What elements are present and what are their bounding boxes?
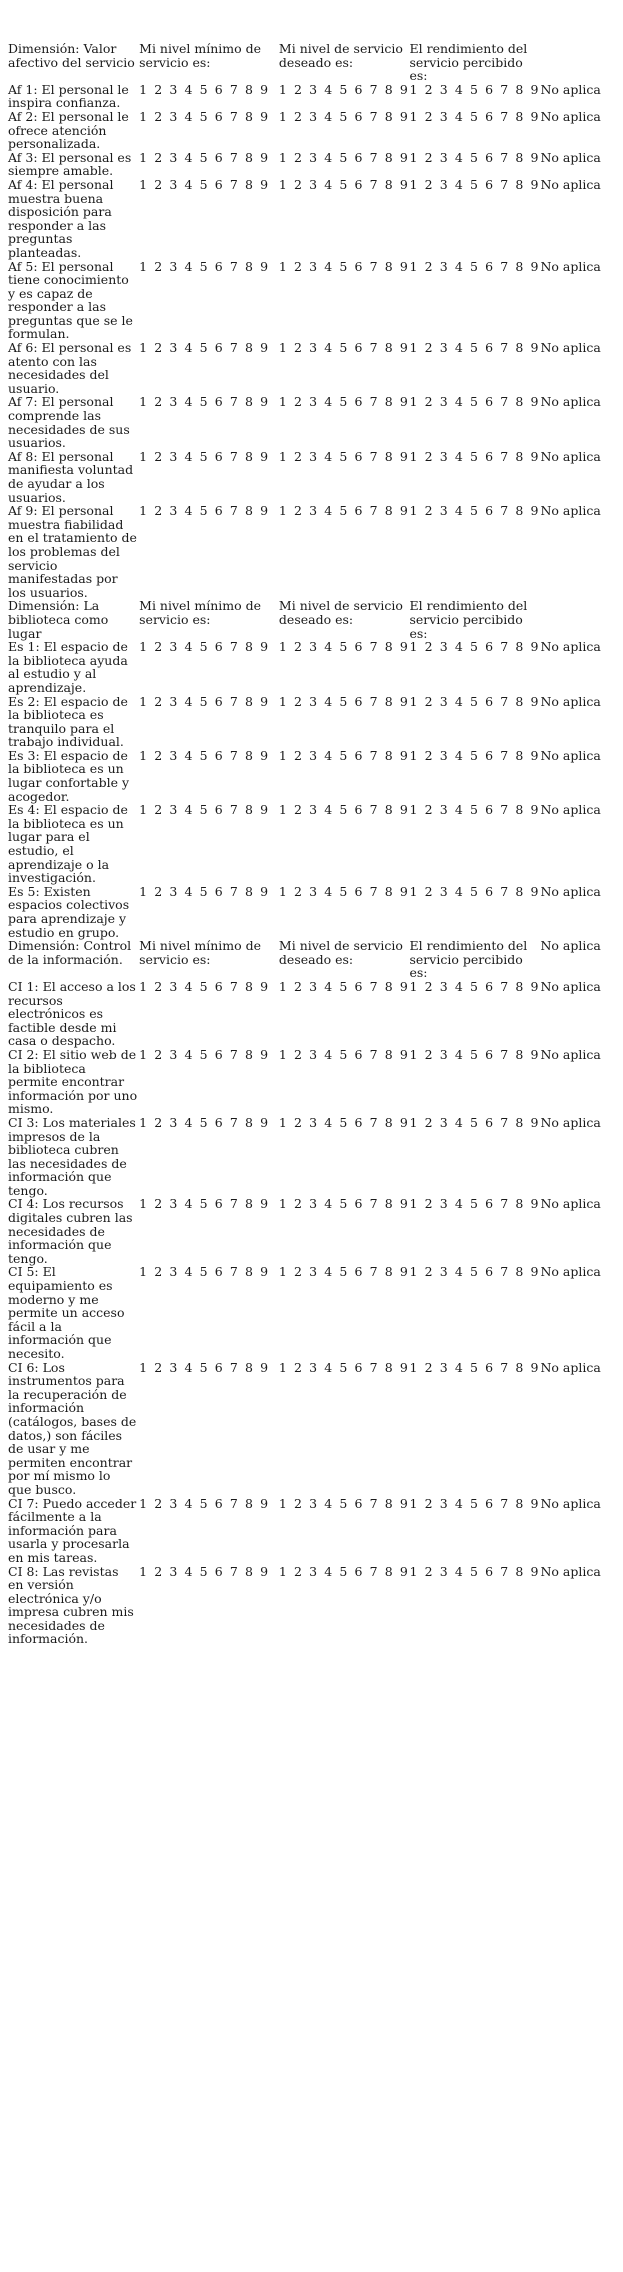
question-row xyxy=(8,151,623,178)
survey-table xyxy=(8,42,623,1646)
not-applicable-option[interactable]: No aplica xyxy=(540,639,601,655)
question-label: CI 6: Los instrumentos para la recuperación de información (catálogos, bases de datos,) son fáciles de usar y me permiten encontrar por mí mismo lo que busco. xyxy=(8,1359,137,1497)
perceived-rating-scale[interactable]: 1 2 3 4 5 6 7 8 9 xyxy=(409,1359,541,1375)
column-header-minimum: Mi nivel mínimo de servicio es: xyxy=(139,598,262,627)
question-row xyxy=(8,980,623,1048)
perceived-rating-scale[interactable]: 1 2 3 4 5 6 7 8 9 xyxy=(409,1196,541,1212)
not-applicable-option[interactable]: No aplica xyxy=(540,747,601,763)
minimum-rating-scale[interactable]: 1 2 3 4 5 6 7 8 9 xyxy=(139,81,270,97)
minimum-rating-scale[interactable]: 1 2 3 4 5 6 7 8 9 xyxy=(139,639,270,655)
desired-rating-scale[interactable]: 1 2 3 4 5 6 7 8 9 xyxy=(278,1495,410,1511)
perceived-rating-scale[interactable]: 1 2 3 4 5 6 7 8 9 xyxy=(409,340,541,356)
question-row xyxy=(8,83,623,110)
desired-rating-scale[interactable]: 1 2 3 4 5 6 7 8 9 xyxy=(278,1359,410,1375)
not-applicable-option[interactable]: No aplica xyxy=(540,1196,601,1212)
not-applicable-option[interactable]: No aplica xyxy=(540,802,601,818)
column-header-not-applicable xyxy=(540,42,623,83)
question-row xyxy=(8,178,623,260)
desired-rating-scale[interactable]: 1 2 3 4 5 6 7 8 9 xyxy=(278,1563,410,1579)
minimum-rating-scale[interactable]: 1 2 3 4 5 6 7 8 9 xyxy=(139,1264,270,1280)
column-header-perceived: El rendimiento del servicio percibido es: xyxy=(409,938,528,981)
desired-rating-scale[interactable]: 1 2 3 4 5 6 7 8 9 xyxy=(278,81,410,97)
desired-rating-scale[interactable]: 1 2 3 4 5 6 7 8 9 xyxy=(278,747,410,763)
survey-body xyxy=(8,42,623,1646)
desired-rating-scale[interactable]: 1 2 3 4 5 6 7 8 9 xyxy=(278,176,410,192)
not-applicable-option[interactable]: No aplica xyxy=(540,1563,601,1579)
question-label: Af 6: El personal es atento con las necesidades del usuario. xyxy=(8,340,132,396)
minimum-rating-scale[interactable]: 1 2 3 4 5 6 7 8 9 xyxy=(139,693,270,709)
desired-rating-scale[interactable]: 1 2 3 4 5 6 7 8 9 xyxy=(278,108,410,124)
not-applicable-option[interactable]: No aplica xyxy=(540,1264,601,1280)
question-label: Af 5: El personal tiene conocimiento y es capaz de responder a las preguntas que se le formulan. xyxy=(8,258,133,342)
question-label: Af 4: El personal muestra buena disposición para responder a las preguntas planteadas. xyxy=(8,176,114,260)
not-applicable-option[interactable]: No aplica xyxy=(540,503,601,519)
perceived-rating-scale[interactable]: 1 2 3 4 5 6 7 8 9 xyxy=(409,639,541,655)
minimum-rating-scale[interactable]: 1 2 3 4 5 6 7 8 9 xyxy=(139,883,270,899)
question-label: Es 1: El espacio de la biblioteca ayuda al estudio y al aprendizaje. xyxy=(8,639,128,695)
question-row xyxy=(8,1116,623,1198)
not-applicable-option[interactable]: No aplica xyxy=(540,693,601,709)
minimum-rating-scale[interactable]: 1 2 3 4 5 6 7 8 9 xyxy=(139,802,270,818)
minimum-rating-scale[interactable]: 1 2 3 4 5 6 7 8 9 xyxy=(139,340,270,356)
perceived-rating-scale[interactable]: 1 2 3 4 5 6 7 8 9 xyxy=(409,81,541,97)
perceived-rating-scale[interactable]: 1 2 3 4 5 6 7 8 9 xyxy=(409,1495,541,1511)
question-label: Es 4: El espacio de la biblioteca es un lugar para el estudio, el aprendizaje o la investigación. xyxy=(8,802,128,886)
minimum-rating-scale[interactable]: 1 2 3 4 5 6 7 8 9 xyxy=(139,149,270,165)
desired-rating-scale[interactable]: 1 2 3 4 5 6 7 8 9 xyxy=(278,693,410,709)
minimum-rating-scale[interactable]: 1 2 3 4 5 6 7 8 9 xyxy=(139,1359,270,1375)
desired-rating-scale[interactable]: 1 2 3 4 5 6 7 8 9 xyxy=(278,448,410,464)
question-row xyxy=(8,803,623,885)
perceived-rating-scale[interactable]: 1 2 3 4 5 6 7 8 9 xyxy=(409,1563,541,1579)
perceived-rating-scale[interactable]: 1 2 3 4 5 6 7 8 9 xyxy=(409,693,541,709)
question-row xyxy=(8,395,623,449)
column-header-minimum: Mi nivel mínimo de servicio es: xyxy=(139,41,262,70)
desired-rating-scale[interactable]: 1 2 3 4 5 6 7 8 9 xyxy=(278,258,410,274)
minimum-rating-scale[interactable]: 1 2 3 4 5 6 7 8 9 xyxy=(139,978,270,994)
minimum-rating-scale[interactable]: 1 2 3 4 5 6 7 8 9 xyxy=(139,448,270,464)
question-label: CI 3: Los materiales impresos de la biblioteca cubren las necesidades de información que tengo. xyxy=(8,1114,136,1198)
desired-rating-scale[interactable]: 1 2 3 4 5 6 7 8 9 xyxy=(278,978,410,994)
question-row xyxy=(8,1265,623,1360)
not-applicable-option[interactable]: No aplica xyxy=(540,883,601,899)
perceived-rating-scale[interactable]: 1 2 3 4 5 6 7 8 9 xyxy=(409,108,541,124)
desired-rating-scale[interactable]: 1 2 3 4 5 6 7 8 9 xyxy=(278,802,410,818)
perceived-rating-scale[interactable]: 1 2 3 4 5 6 7 8 9 xyxy=(409,258,541,274)
column-header-perceived: El rendimiento del servicio percibido es: xyxy=(409,41,528,84)
desired-rating-scale[interactable]: 1 2 3 4 5 6 7 8 9 xyxy=(278,503,410,519)
column-header-not-applicable: No aplica xyxy=(540,938,601,954)
not-applicable-option[interactable]: No aplica xyxy=(540,1046,601,1062)
question-row xyxy=(8,1361,623,1497)
perceived-rating-scale[interactable]: 1 2 3 4 5 6 7 8 9 xyxy=(409,883,541,899)
question-row xyxy=(8,1497,623,1565)
question-label: Af 1: El personal le inspira confianza. xyxy=(8,81,129,111)
minimum-rating-scale[interactable]: 1 2 3 4 5 6 7 8 9 xyxy=(139,108,270,124)
dimension-title: Dimensión: Valor afectivo del servicio xyxy=(8,41,135,70)
question-label: CI 4: Los recursos digitales cubren las necesidades de información que tengo. xyxy=(8,1196,133,1266)
desired-rating-scale[interactable]: 1 2 3 4 5 6 7 8 9 xyxy=(278,394,410,410)
minimum-rating-scale[interactable]: 1 2 3 4 5 6 7 8 9 xyxy=(139,1563,270,1579)
dimension-title: Dimensión: Control de la información. xyxy=(8,938,132,967)
question-row xyxy=(8,110,623,151)
perceived-rating-scale[interactable]: 1 2 3 4 5 6 7 8 9 xyxy=(409,1114,541,1130)
question-label: Es 2: El espacio de la biblioteca es tranquilo para el trabajo individual. xyxy=(8,693,128,750)
desired-rating-scale[interactable]: 1 2 3 4 5 6 7 8 9 xyxy=(278,1046,410,1062)
column-header-desired: Mi nivel de servicio deseado es: xyxy=(278,938,403,967)
perceived-rating-scale[interactable]: 1 2 3 4 5 6 7 8 9 xyxy=(409,1046,541,1062)
perceived-rating-scale[interactable]: 1 2 3 4 5 6 7 8 9 xyxy=(409,747,541,763)
minimum-rating-scale[interactable]: 1 2 3 4 5 6 7 8 9 xyxy=(139,394,270,410)
question-label: Af 8: El personal manifiesta voluntad de ayudar a los usuarios. xyxy=(8,448,134,505)
dimension-header-row xyxy=(8,599,623,640)
desired-rating-scale[interactable]: 1 2 3 4 5 6 7 8 9 xyxy=(278,1114,410,1130)
desired-rating-scale[interactable]: 1 2 3 4 5 6 7 8 9 xyxy=(278,1196,410,1212)
dimension-header-row xyxy=(8,42,623,83)
minimum-rating-scale[interactable]: 1 2 3 4 5 6 7 8 9 xyxy=(139,747,270,763)
perceived-rating-scale[interactable]: 1 2 3 4 5 6 7 8 9 xyxy=(409,503,541,519)
perceived-rating-scale[interactable]: 1 2 3 4 5 6 7 8 9 xyxy=(409,1264,541,1280)
not-applicable-option[interactable]: No aplica xyxy=(540,1114,601,1130)
not-applicable-option[interactable]: No aplica xyxy=(540,394,601,410)
dimension-title: Dimensión: La biblioteca como lugar xyxy=(8,598,109,641)
not-applicable-option[interactable]: No aplica xyxy=(540,340,601,356)
not-applicable-option[interactable]: No aplica xyxy=(540,448,601,464)
not-applicable-option[interactable]: No aplica xyxy=(540,81,601,97)
column-header-not-applicable xyxy=(540,599,623,640)
desired-rating-scale[interactable]: 1 2 3 4 5 6 7 8 9 xyxy=(278,1264,410,1280)
question-row xyxy=(8,695,623,749)
desired-rating-scale[interactable]: 1 2 3 4 5 6 7 8 9 xyxy=(278,340,410,356)
column-header-minimum: Mi nivel mínimo de servicio es: xyxy=(139,938,262,967)
perceived-rating-scale[interactable]: 1 2 3 4 5 6 7 8 9 xyxy=(409,802,541,818)
desired-rating-scale[interactable]: 1 2 3 4 5 6 7 8 9 xyxy=(278,883,410,899)
question-label: Af 7: El personal comprende las necesidades de sus usuarios. xyxy=(8,394,130,451)
question-label: CI 8: Las revistas en versión electrónica y/o impresa cubren mis necesidades de información. xyxy=(8,1563,134,1647)
question-row xyxy=(8,450,623,504)
question-row xyxy=(8,1197,623,1265)
not-applicable-option[interactable]: No aplica xyxy=(540,149,601,165)
desired-rating-scale[interactable]: 1 2 3 4 5 6 7 8 9 xyxy=(278,639,410,655)
question-label: CI 5: El equipamiento es moderno y me permite un acceso fácil a la información que necesito. xyxy=(8,1264,125,1361)
question-row xyxy=(8,885,623,939)
minimum-rating-scale[interactable]: 1 2 3 4 5 6 7 8 9 xyxy=(139,258,270,274)
column-header-desired: Mi nivel de servicio deseado es: xyxy=(278,41,403,70)
question-label: CI 7: Puedo acceder fácilmente a la información para usarla y procesarla en mis tareas. xyxy=(8,1495,137,1565)
desired-rating-scale[interactable]: 1 2 3 4 5 6 7 8 9 xyxy=(278,149,410,165)
not-applicable-option[interactable]: No aplica xyxy=(540,1359,601,1375)
question-label: Es 5: Existen espacios colectivos para aprendizaje y estudio en grupo. xyxy=(8,883,130,940)
question-label: Af 9: El personal muestra fiabilidad en el tratamiento de los problemas del servicio manifestadas por los usuarios. xyxy=(8,503,137,600)
not-applicable-option[interactable]: No aplica xyxy=(540,258,601,274)
minimum-rating-scale[interactable]: 1 2 3 4 5 6 7 8 9 xyxy=(139,1114,270,1130)
perceived-rating-scale[interactable]: 1 2 3 4 5 6 7 8 9 xyxy=(409,978,541,994)
question-label: Es 3: El espacio de la biblioteca es un lugar confortable y acogedor. xyxy=(8,747,130,804)
not-applicable-option[interactable]: No aplica xyxy=(540,1495,601,1511)
minimum-rating-scale[interactable]: 1 2 3 4 5 6 7 8 9 xyxy=(139,176,270,192)
perceived-rating-scale[interactable]: 1 2 3 4 5 6 7 8 9 xyxy=(409,394,541,410)
perceived-rating-scale[interactable]: 1 2 3 4 5 6 7 8 9 xyxy=(409,176,541,192)
not-applicable-option[interactable]: No aplica xyxy=(540,108,601,124)
question-row xyxy=(8,504,623,599)
minimum-rating-scale[interactable]: 1 2 3 4 5 6 7 8 9 xyxy=(139,1046,270,1062)
question-label: Af 2: El personal le ofrece atención personalizada. xyxy=(8,108,129,152)
question-row xyxy=(8,1048,623,1116)
minimum-rating-scale[interactable]: 1 2 3 4 5 6 7 8 9 xyxy=(139,1495,270,1511)
minimum-rating-scale[interactable]: 1 2 3 4 5 6 7 8 9 xyxy=(139,503,270,519)
minimum-rating-scale[interactable]: 1 2 3 4 5 6 7 8 9 xyxy=(139,1196,270,1212)
column-header-perceived: El rendimiento del servicio percibido es: xyxy=(409,598,528,641)
question-row xyxy=(8,640,623,694)
question-row xyxy=(8,260,623,342)
question-row xyxy=(8,749,623,803)
question-row xyxy=(8,1565,623,1647)
column-header-desired: Mi nivel de servicio deseado es: xyxy=(278,598,403,627)
dimension-header-row xyxy=(8,939,623,980)
not-applicable-option[interactable]: No aplica xyxy=(540,176,601,192)
not-applicable-option[interactable]: No aplica xyxy=(540,978,601,994)
question-label: CI 2: El sitio web de la biblioteca permite encontrar información por uno mismo. xyxy=(8,1046,138,1117)
question-row xyxy=(8,341,623,395)
perceived-rating-scale[interactable]: 1 2 3 4 5 6 7 8 9 xyxy=(409,149,541,165)
perceived-rating-scale[interactable]: 1 2 3 4 5 6 7 8 9 xyxy=(409,448,541,464)
question-label: Af 3: El personal es siempre amable. xyxy=(8,149,132,179)
question-label: CI 1: El acceso a los recursos electrónicos es factible desde mi casa o despacho. xyxy=(8,978,136,1049)
